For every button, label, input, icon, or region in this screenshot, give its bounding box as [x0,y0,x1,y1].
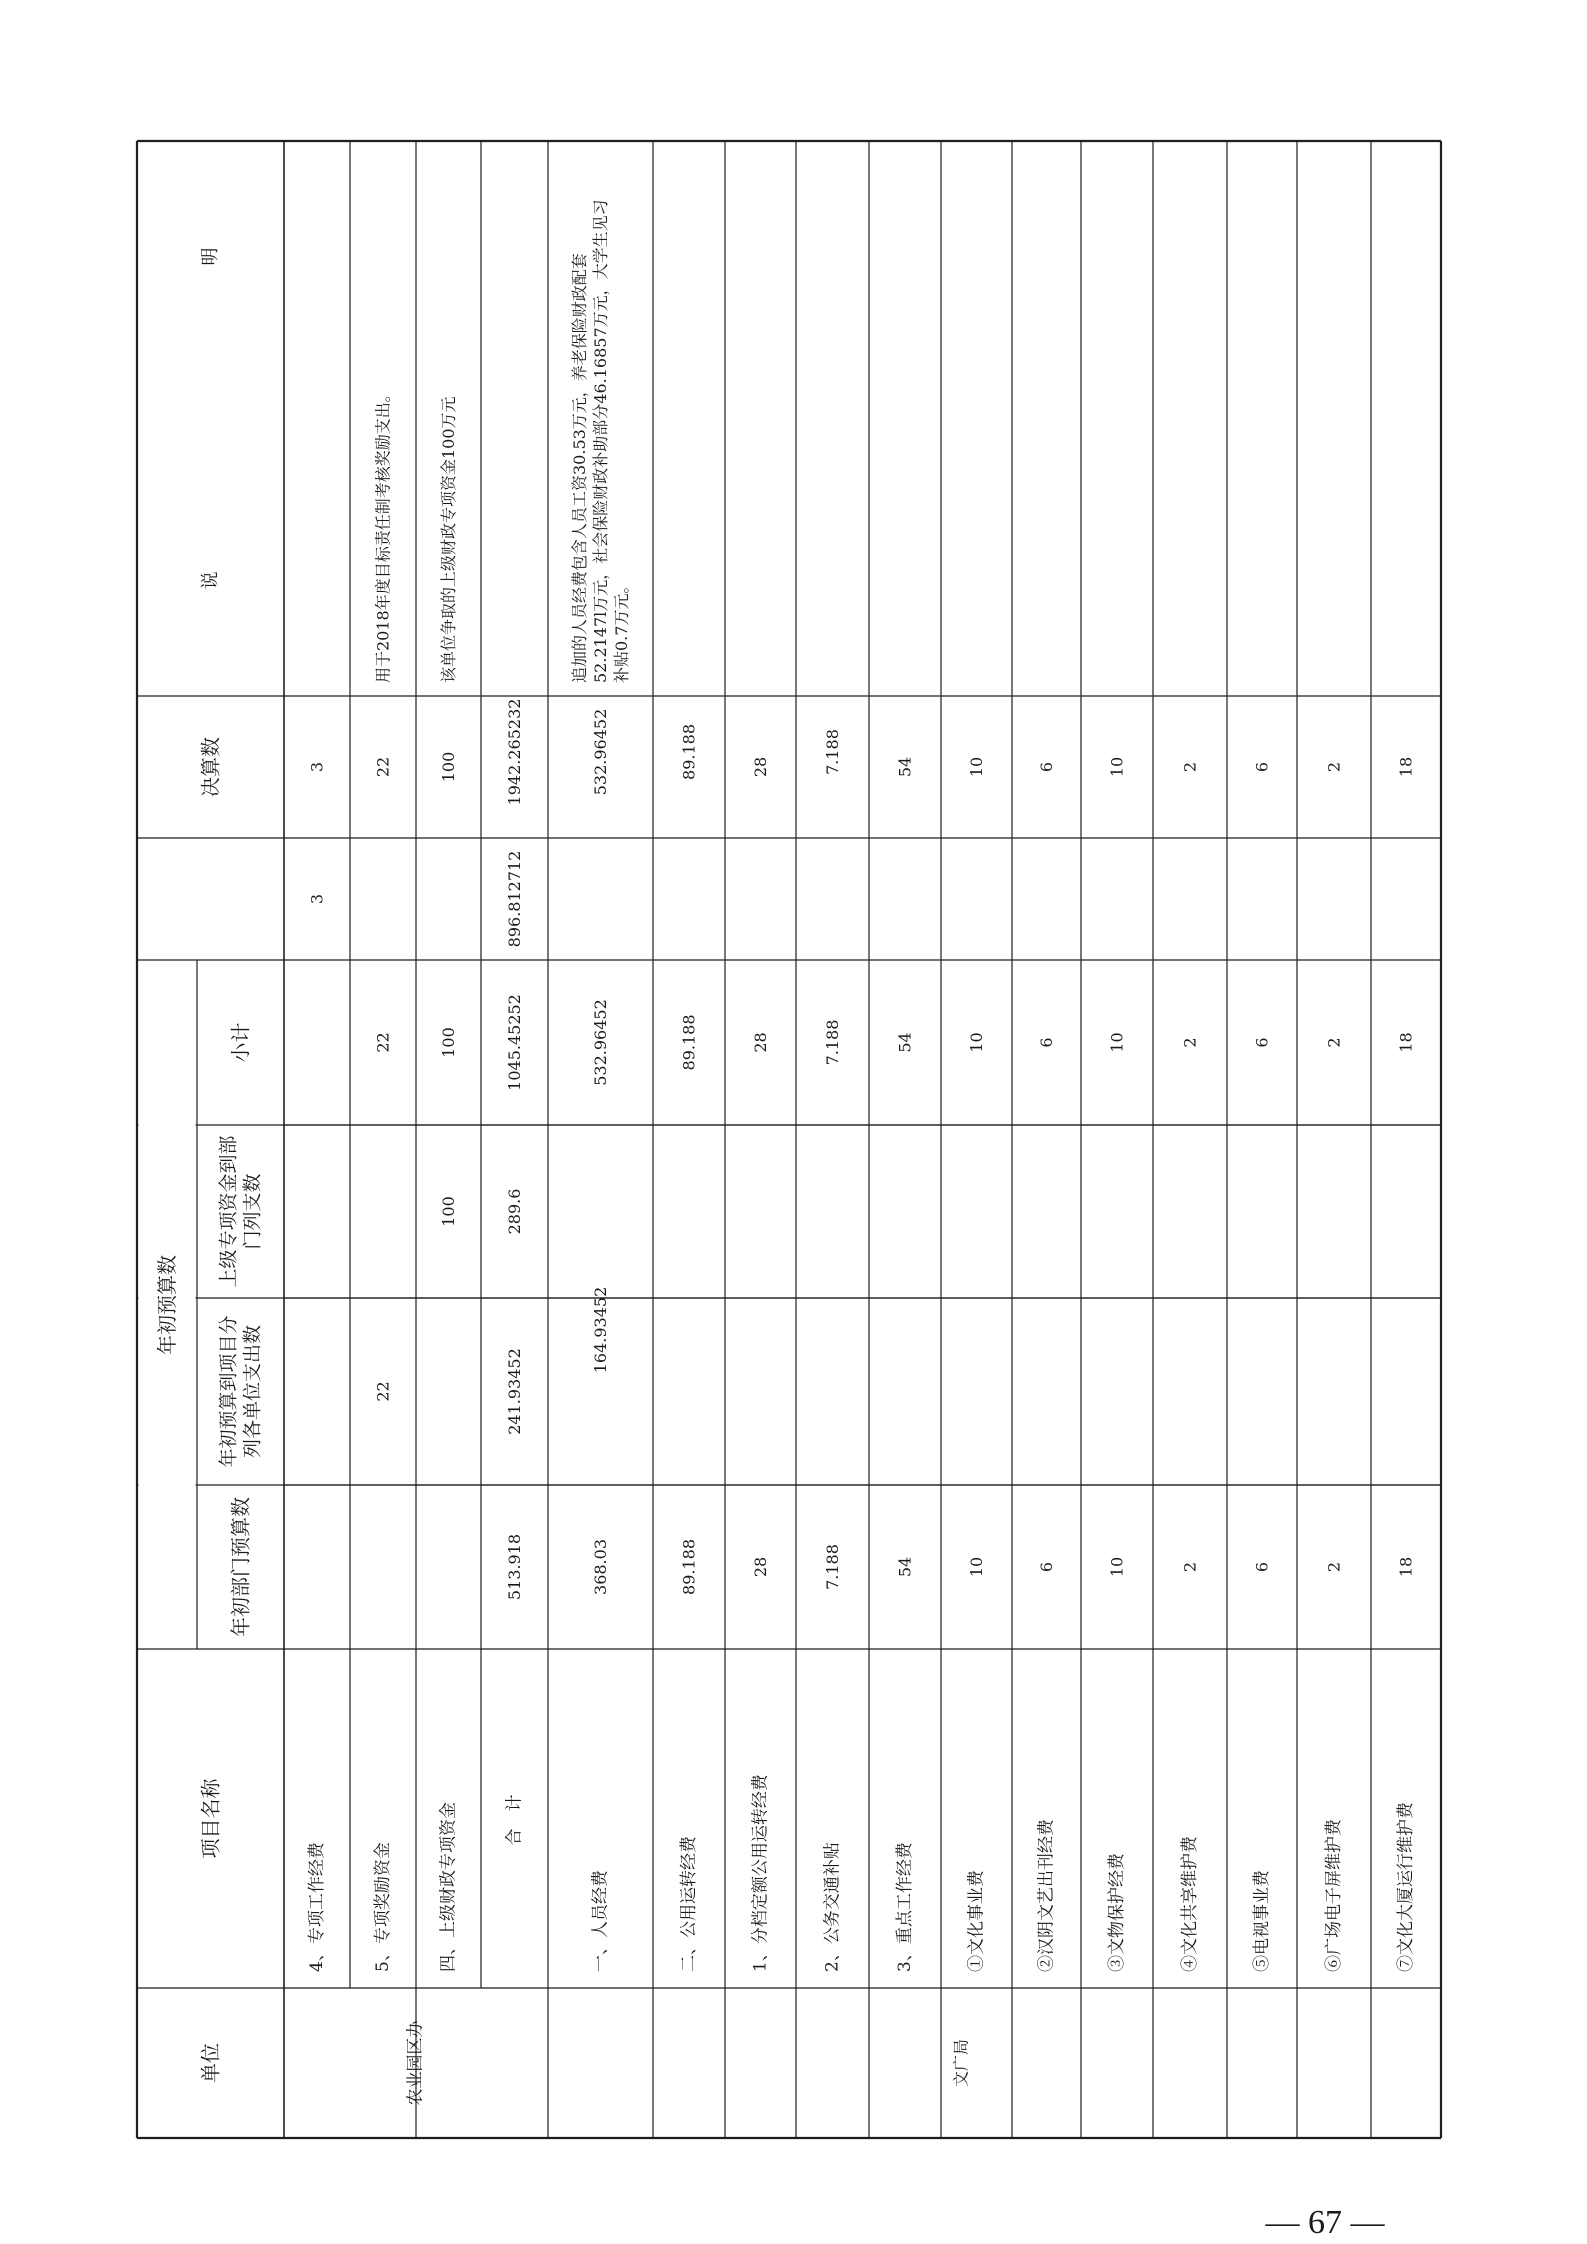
header-upper-special: 门列支数 [241,1173,264,1250]
cell-subtotal: 1045.45252 [505,994,524,1091]
header-subtotal: 小计 [228,1022,253,1063]
cell-subtotal: 7.188 [823,1019,842,1066]
header-project: 项目名称 [198,1778,223,1859]
cell-final: 2 [1324,761,1344,773]
project-name: ①文化事业费 [966,1870,987,1972]
cell-subtotal: 89.188 [679,1014,699,1071]
cell-final: 6 [1252,761,1272,773]
cell-final: 532.96452 [591,708,610,796]
cell-final: 28 [751,756,770,778]
cell-final: 22 [373,756,393,778]
cell-final: 1942.265232 [505,698,524,806]
cell-upper-special: 100 [439,1196,458,1227]
cell-subtotal: 10 [967,1032,986,1053]
page-number: — 67 — [1265,2204,1385,2241]
project-name: ④文化共享维护费 [1180,1836,1200,1972]
cell-project-alloc: 164.93452 [591,1286,610,1374]
project-name: ②汉阴文艺出刊经费 [1036,1819,1057,1972]
project-name: 5、专项奖励资金 [373,1842,393,1972]
header-initial-group: 年初预算数 [155,1255,179,1355]
cell-subtotal: 6 [1037,1037,1056,1048]
cell-dept-budget: 10 [967,1556,986,1578]
cell-note: 52.2147l万元，社会保险财政补助部分46.16857万元，大学生见习 [591,199,610,683]
unit-name: 文广局 [951,2038,971,2088]
project-name: ⑤电视事业费 [1252,1870,1272,1972]
cell-subtotal: 2 [1180,1037,1200,1048]
cell-note: 追加的人员经费包含人员工资30.53万元，养老保险财政配套 [570,253,589,683]
cell-dept-budget: 89.188 [679,1539,699,1595]
cell-subtotal: 54 [895,1032,915,1053]
cell-dept-budget: 7.188 [823,1544,842,1590]
project-name: 合 计 [504,1794,525,1846]
cell-dept-budget: 2 [1324,1561,1344,1573]
project-name: 1、分档定额公用运转经费 [750,1774,771,1972]
cell-subtotal: 18 [1396,1032,1416,1053]
cell-final: 10 [967,756,986,778]
cell-final: 3 [307,761,327,773]
project-name: 二、公用运转经费 [679,1836,699,1972]
cell-subtotal: 22 [373,1032,393,1053]
cell-dept-budget: 6 [1252,1561,1272,1573]
cell-note: 该单位争取的上级财政专项资金100万元 [439,396,458,683]
project-name: ⑥广场电子屏维护费 [1324,1819,1344,1972]
project-name: 3、重点工作经费 [895,1842,915,1972]
cell-final: 100 [439,751,458,783]
cell-adjust: 896.812712 [505,850,524,948]
cell-subtotal: 6 [1252,1037,1272,1048]
cell-note: 补贴0.7万元。 [612,577,631,683]
cell-note: 用于2018年度目标责任制考核奖励支出。 [373,386,393,683]
cell-subtotal: 10 [1107,1032,1127,1053]
cell-dept-budget: 28 [751,1556,770,1578]
header-final: 决算数 [198,737,223,797]
cell-final: 18 [1396,756,1416,778]
cell-project-alloc: 241.93452 [505,1348,524,1435]
header-project-alloc: 年初预算到项目分 [217,1315,240,1468]
cell-dept-budget: 513.918 [505,1533,524,1601]
project-name: ③文物保护经费 [1107,1853,1127,1972]
cell-dept-budget: 6 [1037,1561,1056,1573]
project-name: 一、人员经费 [590,1870,611,1972]
header-note: 说 明 [200,247,221,590]
cell-dept-budget: 368.03 [591,1539,610,1595]
cell-upper-special: 289.6 [505,1188,524,1235]
project-name: ⑦文化大厦运行维护费 [1396,1802,1416,1972]
unit-name: 农业园区办 [405,2020,426,2106]
cell-dept-budget: 18 [1396,1556,1416,1578]
cell-subtotal: 2 [1324,1037,1344,1048]
cell-adjust: 3 [307,893,327,905]
cell-final: 89.188 [679,724,699,780]
cell-dept-budget: 10 [1107,1556,1127,1578]
project-name: 4、专项工作经费 [307,1842,327,1972]
cell-subtotal: 532.96452 [591,999,610,1086]
cell-final: 7.188 [823,729,842,775]
header-upper-special: 上级专项资金到部 [217,1135,240,1288]
cell-dept-budget: 54 [895,1556,915,1578]
cell-project-alloc: 22 [373,1381,393,1402]
project-name: 四、上级财政专项资金 [438,1802,459,1972]
header-unit: 单位 [198,2043,223,2083]
header-project-alloc: 列各单位支出数 [241,1324,264,1459]
cell-subtotal: 100 [439,1027,458,1058]
cell-final: 2 [1180,761,1200,773]
header-dept-budget: 年初部门预算数 [228,1497,253,1637]
project-name: 2、公务交通补贴 [822,1842,843,1972]
cell-final: 54 [895,756,915,778]
cell-subtotal: 28 [751,1032,770,1053]
cell-final: 6 [1037,761,1056,773]
cell-dept-budget: 2 [1180,1561,1200,1573]
cell-final: 10 [1107,756,1127,778]
